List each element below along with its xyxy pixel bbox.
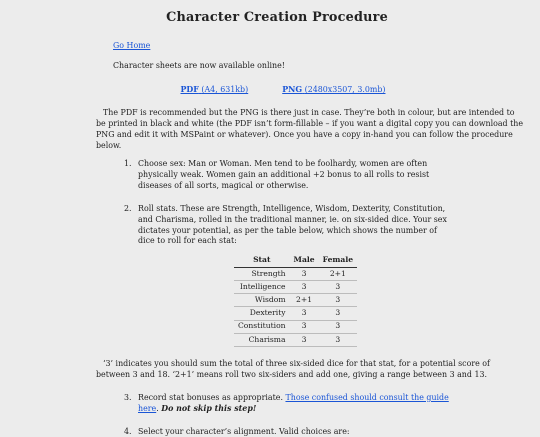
table-cell: Intelligence [234,281,290,294]
table-cell: Dexterity [234,307,290,320]
table-cell: 3 [319,333,357,346]
home-link[interactable]: Go Home [113,40,151,50]
table-cell: 3 [319,281,357,294]
guide-link[interactable]: Those confused should consult the guide here [138,392,449,413]
table-header: Female [319,255,357,267]
table-cell: 3 [319,294,357,307]
table-cell: Charisma [234,333,290,346]
step-bonuses-warning: Do not skip this step! [161,403,257,413]
page-title: Character Creation Procedure [166,10,388,25]
step-alignment-text: Select your character’s alignment. Valid choices are: [138,426,350,436]
table-row [234,320,357,333]
table-cell: 3 [290,267,319,280]
download-links [104,85,450,96]
step-bonuses-punct: . [156,403,162,413]
table-cell: 3 [290,320,319,333]
pdf-label: PDF [180,85,199,95]
pdf-download-link[interactable] [181,85,249,96]
table-row [234,267,357,280]
table-cell: 2+1 [290,294,319,307]
pdf-detail: (A4, 631kb) [201,85,249,95]
intro-paragraph: The PDF is recommended but the PNG is there just in case. They’re both in colour, but are intended to be printed in black and white (the PDF isn’t form-fillable – if you want a digital copy you can download the PNG and edit it with MSPaint or whatever). Once you have a copy in-hand you can follow the procedure below. [96,108,524,151]
step-bonuses [134,393,452,415]
table-row [234,307,357,320]
table-cell: 3 [319,320,357,333]
step-sex-text: Choose sex: Man or Woman. Men tend to be foolhardy, women are often physically weak. Women gain an additional +2 bonus to all rolls to resist diseases of all sorts, magical or otherwise. [138,159,430,190]
table-cell: Strength [234,267,290,280]
table-row [234,281,357,294]
table-header: Stat [234,255,290,267]
table-cell: 3 [290,307,319,320]
step-alignment [134,427,452,437]
table-row [234,294,357,307]
table-cell: 2+1 [319,267,357,280]
procedure-list [104,159,452,347]
png-detail: (2480x3507, 3.0mb) [304,85,386,95]
dice-note-paragraph: ‘3’ indicates you should sum the total of three six-sided dice for that stat, for a potential score of between 3 and 18. ‘2+1’ means roll two six-siders and add one, giving a range between 3 and 13. [96,358,490,379]
png-download-link[interactable] [282,85,385,96]
step-bonuses-text: Record stat bonuses as appropriate. [138,392,286,402]
table-cell: Constitution [234,320,290,333]
table-header: Male [290,255,319,267]
step-stats [134,204,452,347]
table-cell: Wisdom [234,294,290,307]
procedure-list-continued [104,393,452,437]
availability-text: Character sheets are now available online! [113,60,285,70]
step-stats-text: Roll stats. These are Strength, Intelligence, Wisdom, Dexterity, Constitution, and Charisma, rolled in the traditional manner, ie. on six-sided dice. Your sex dictates your potential, as per the table below, which shows the number of dice to roll for each stat: [138,203,447,246]
table-cell: 3 [290,281,319,294]
table-cell: 3 [319,307,357,320]
table-header-row [234,255,357,267]
stat-dice-table [234,255,357,347]
table-cell: 3 [290,333,319,346]
png-label: PNG [282,85,303,95]
step-sex [134,159,452,192]
table-row [234,333,357,346]
